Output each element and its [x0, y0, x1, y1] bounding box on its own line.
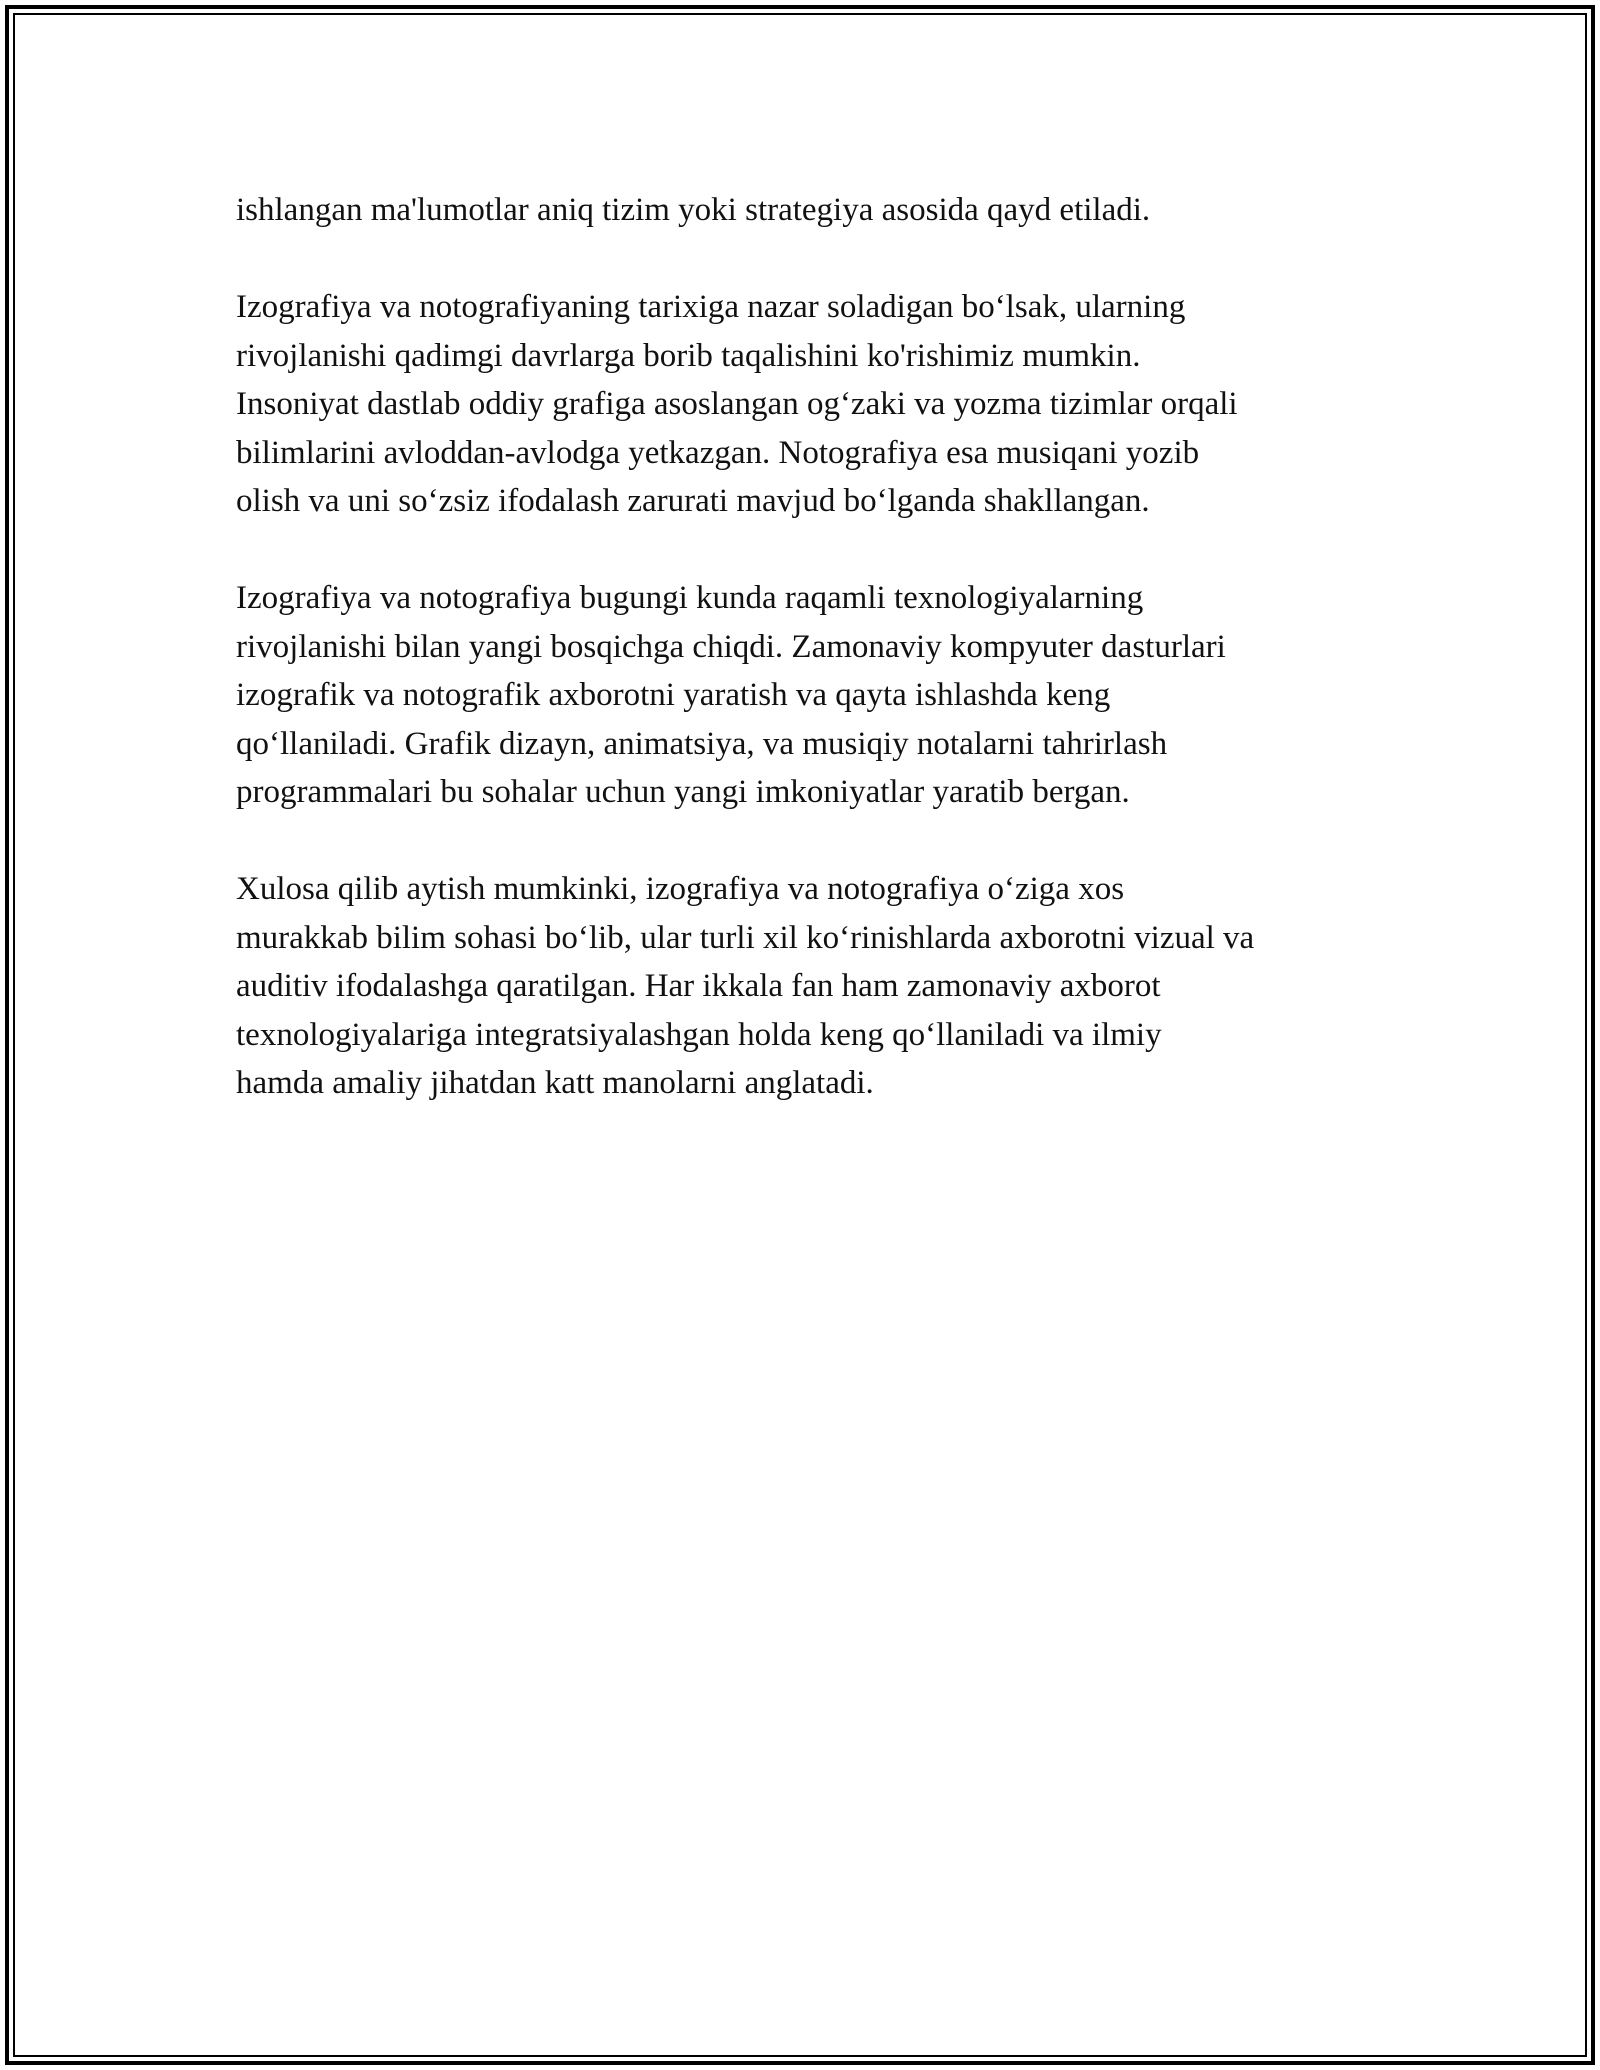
text-line: texnologiyalariga integratsiyalashgan holda keng qo‘llaniladi va ilmiy — [236, 1016, 1162, 1053]
paragraph-4 — [236, 865, 1386, 1108]
text-line: izografik va notografik axborotni yaratish va qayta ishlashda keng — [236, 677, 1111, 713]
text-line: rivojlanishi qadimgi davrlarga borib taqalishini ko'rishimiz mumkin. — [236, 337, 1141, 374]
paragraph-2 — [236, 283, 1386, 526]
text-line: bilimlarini avloddan-avlodga yetkazgan. Notografiya esa musiqani yozib — [236, 434, 1200, 471]
text-line: Insoniyat dastlab oddiy grafiga asoslangan og‘zaki va yozma tizimlar orqali — [236, 386, 1238, 422]
text-line: ishlangan ma'lumotlar aniq tizim yoki strategiya asosida qayd etiladi. — [236, 192, 1151, 228]
page-content — [236, 186, 1386, 1108]
text-line: hamda amaliy jihatdan katt manolarni anglatadi. — [236, 1065, 874, 1101]
text-line: murakkab bilim sohasi bo‘lib, ular turli xil ko‘rinishlarda axborotni vizual va — [236, 919, 1255, 956]
paragraph-3 — [236, 574, 1386, 817]
text-line: qo‘llaniladi. Grafik dizayn, animatsiya, va musiqiy notalarni tahrirlash — [236, 725, 1168, 762]
text-line: auditiv ifodalashga qaratilgan. Har ikkala fan ham zamonaviy axborot — [236, 968, 1161, 1004]
text-line: Xulosa qilib aytish mumkinki, izografiya va notografiya o‘ziga xos — [236, 871, 1125, 907]
paragraph-1 — [236, 186, 1386, 235]
text-line: programmalari bu sohalar uchun yangi imkoniyatlar yaratib bergan. — [236, 774, 1130, 810]
text-line: Izografiya va notografiya bugungi kunda raqamli texnologiyalarning — [236, 580, 1144, 616]
text-line: Izografiya va notografiyaning tarixiga nazar soladigan bo‘lsak, ularning — [236, 289, 1186, 325]
text-line: rivojlanishi bilan yangi bosqichga chiqdi. Zamonaviy kompyuter dasturlari — [236, 628, 1226, 665]
text-line: olish va uni so‘zsiz ifodalash zarurati mavjud bo‘lganda shakllangan. — [236, 483, 1150, 519]
